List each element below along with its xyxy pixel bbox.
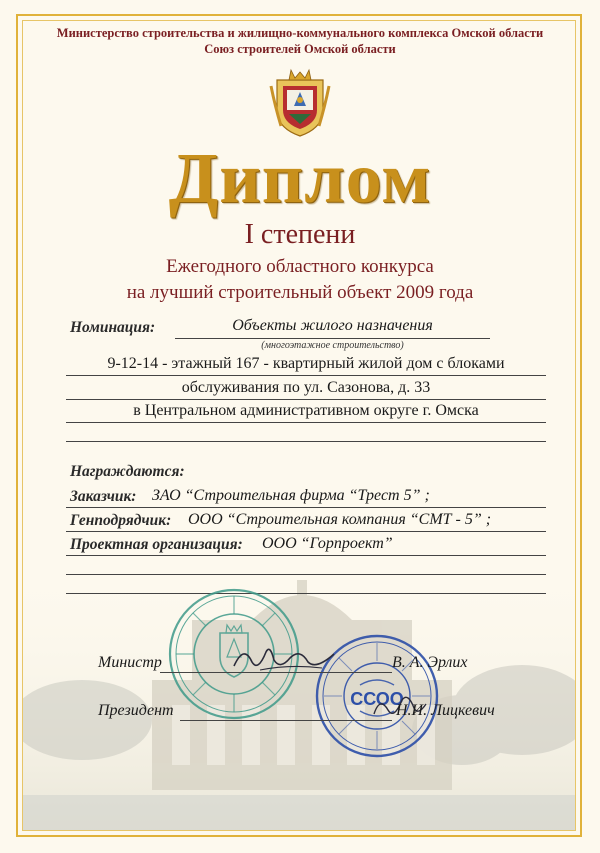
nomination-label: Номинация: — [70, 319, 156, 336]
awarded-heading: Награждаются: — [70, 463, 185, 480]
general-contractor-value: ООО “Строительная компания “СМТ - 5” ; — [188, 511, 492, 528]
general-contractor-label: Генподрядчик: — [70, 512, 172, 529]
diploma-title: Диплом — [168, 138, 432, 218]
object-line-2: обслуживания по ул. Сазонова, д. 33 — [181, 379, 431, 396]
minister-handwritten-signature — [230, 640, 340, 676]
signature-role-minister: Министр — [98, 654, 162, 671]
customer-underline — [66, 507, 546, 508]
blank-underline-2 — [66, 574, 546, 575]
design-org-label: Проектная организация: — [70, 536, 243, 553]
contest-line-2: на лучший строительный объект 2009 года — [126, 282, 474, 303]
blank-underline-3 — [66, 593, 546, 594]
nomination-note: (многоэтажное строительство) — [261, 340, 404, 351]
customer-value: ЗАО “Строительная фирма “Трест 5” ; — [152, 487, 430, 504]
signature-role-president: Президент — [98, 702, 174, 719]
object-underline-1 — [66, 375, 546, 376]
object-line-3: в Центральном административном округе г. Омска — [133, 402, 479, 419]
president-signature-line — [180, 720, 392, 721]
stamp-center-text: ССОО — [350, 689, 404, 709]
object-underline-3 — [66, 422, 546, 423]
object-line-1: 9-12-14 - этажный 167 - квартирный жилой дом с блоками — [107, 355, 505, 372]
signature-name-minister: В. А. Эрлих — [392, 654, 468, 671]
contest-line-1: Ежегодного областного конкурса — [166, 256, 434, 277]
ministry-header: Министерство строительства и жилищно-коммунального комплекса Омской области — [56, 26, 544, 40]
object-underline-2 — [66, 399, 546, 400]
nomination-value: Объекты жилого назначения — [232, 317, 433, 334]
customer-label: Заказчик: — [70, 488, 137, 505]
nomination-underline — [175, 338, 490, 339]
design-org-underline — [66, 555, 546, 556]
coat-of-arms-emblem — [269, 66, 331, 138]
degree-label: I степени — [244, 219, 356, 250]
general-contractor-underline — [66, 531, 546, 532]
signature-name-president: Н.И. Лицкевич — [396, 702, 495, 719]
blank-underline-1 — [66, 441, 546, 442]
design-org-value: ООО “Горпроект” — [262, 535, 393, 552]
union-header: Союз строителей Омской области — [204, 42, 396, 56]
